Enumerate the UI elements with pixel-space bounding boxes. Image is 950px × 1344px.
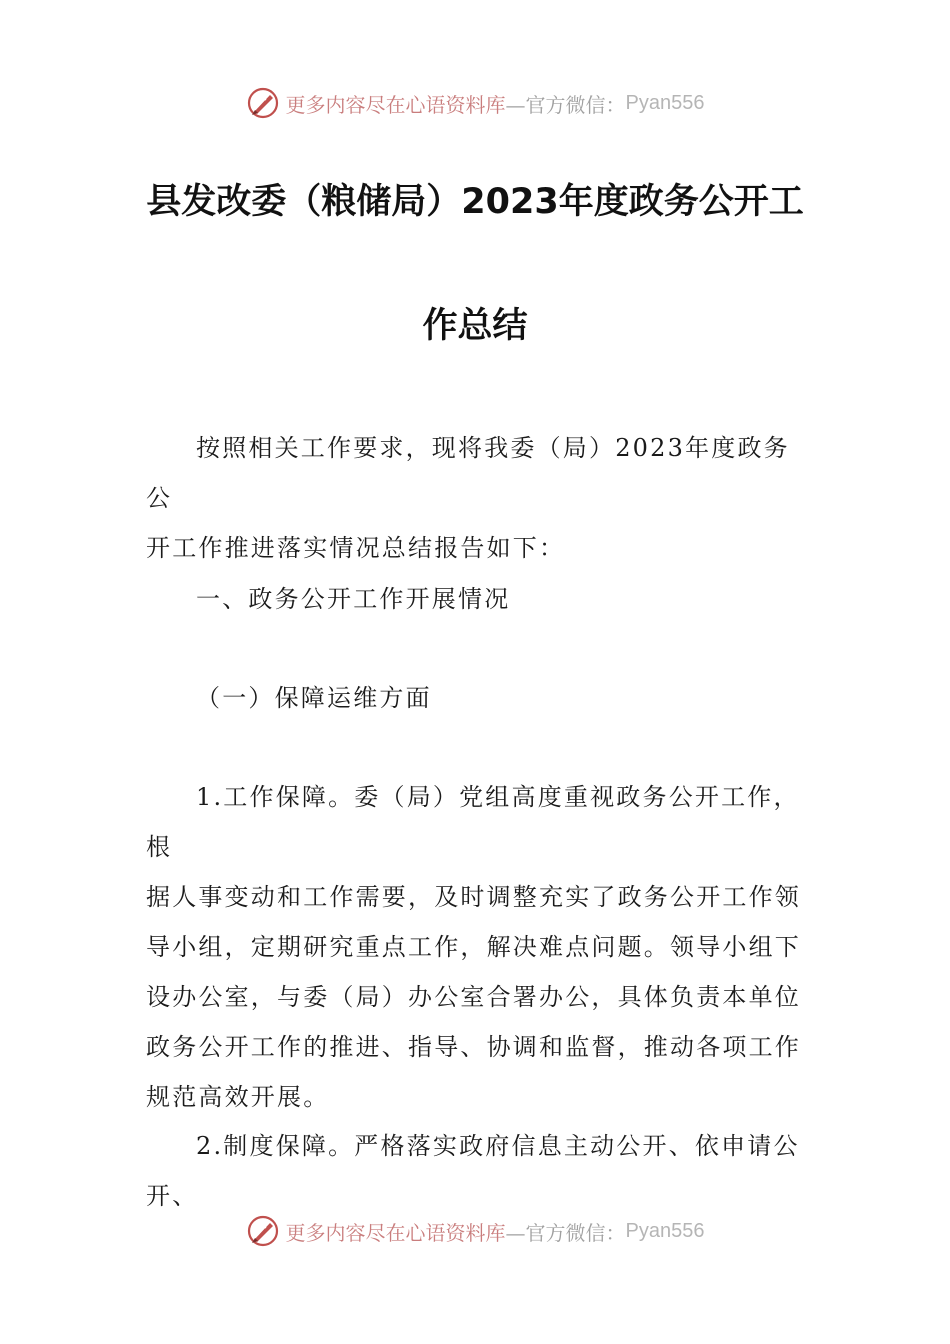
paragraph-line: 据人事变动和工作需要，及时调整充实了政务公开工作领 xyxy=(146,883,801,911)
watermark-wechat-id: Pyan556 xyxy=(625,1219,705,1242)
paragraph-line: 政务公开工作的推进、指导、协调和监督，推动各项工作 xyxy=(146,1033,801,1061)
watermark-contact-label: —官方微信： xyxy=(505,1220,626,1245)
watermark-footer xyxy=(0,1211,950,1251)
watermark-brand-text: 更多内容尽在心语资料库 xyxy=(285,1220,506,1245)
paragraph-work-guarantee xyxy=(146,772,808,1122)
watermark-wechat-id: Pyan556 xyxy=(625,91,705,114)
paragraph-line: 1.工作保障。委（局）党组高度重视政务公开工作，根 xyxy=(146,783,800,861)
pen-logo-icon xyxy=(246,86,280,120)
subsection-heading: （一）保障运维方面 xyxy=(196,684,432,712)
paragraph-system-guarantee: 2.制度保障。严格落实政府信息主动公开、依申请公开、 xyxy=(146,1132,800,1210)
watermark-header xyxy=(0,83,950,123)
paragraph-line: 规范高效开展。 xyxy=(146,1083,330,1111)
paragraph-line: 导小组，定期研究重点工作，解决难点问题。领导小组下 xyxy=(146,933,801,961)
watermark-brand-text: 更多内容尽在心语资料库 xyxy=(285,92,506,117)
intro-line: 按照相关工作要求，现将我委（局）2023年度政务公 xyxy=(146,434,790,512)
document-title-line-1: 县发改委（粮储局）2023年度政务公开工 xyxy=(146,182,804,222)
intro-paragraph xyxy=(146,423,808,573)
document-title-line-2: 作总结 xyxy=(422,306,528,346)
pen-logo-icon xyxy=(246,1214,280,1248)
intro-line: 开工作推进落实情况总结报告如下： xyxy=(146,534,566,562)
watermark-contact-label: —官方微信： xyxy=(505,92,626,117)
section-heading: 一、政务公开工作开展情况 xyxy=(196,585,511,613)
paragraph-line: 设办公室，与委（局）办公室合署办公，具体负责本单位 xyxy=(146,983,801,1011)
